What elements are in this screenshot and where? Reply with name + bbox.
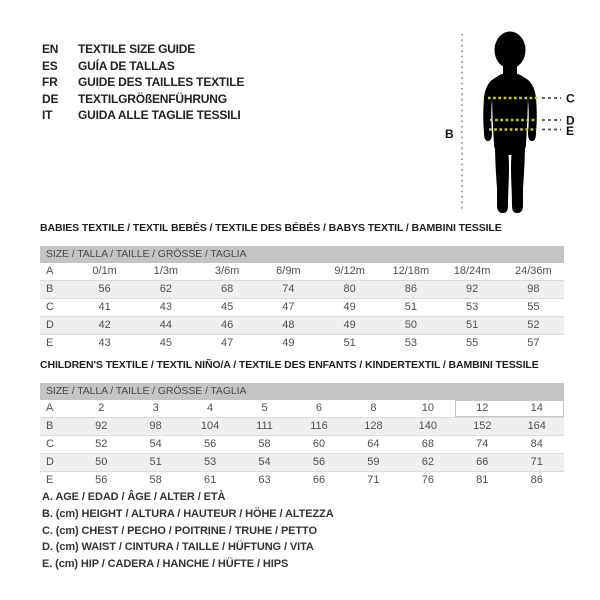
figure-label-c: C: [566, 91, 575, 106]
size-cell: 49: [258, 335, 319, 353]
size-cell: 9/12m: [334, 265, 365, 277]
size-cell: 58: [128, 472, 182, 490]
legend-line: A. AGE / EDAD / ÂGE / ALTER / ETÀ: [42, 491, 226, 503]
row-label-cell: E: [40, 472, 74, 490]
lang-row: [42, 74, 244, 91]
size-cell: 51: [128, 454, 182, 472]
child-measurement-figure: [440, 14, 590, 226]
table-row: [40, 436, 564, 454]
size-cell: 51: [442, 317, 503, 335]
size-cell: 51: [380, 299, 441, 317]
lang-row: [42, 41, 244, 58]
table-row: [40, 299, 564, 317]
size-cell: 98: [503, 281, 564, 299]
size-cell: 46: [197, 317, 258, 335]
row-label-cell: C: [40, 299, 74, 317]
size-cell: 49: [319, 299, 380, 317]
size-cell: 3/6m: [214, 265, 240, 277]
babies-title: BABIES TEXTILE / TEXTIL BEBÉS / TEXTILE DES BÉBÉS / BABYS TEXTIL / BAMBINI TESSILE: [40, 222, 502, 234]
size-cell: 54: [128, 436, 182, 454]
size-cell: 55: [442, 335, 503, 353]
size-cell: 47: [258, 299, 319, 317]
size-cell: 18/24m: [453, 265, 491, 277]
size-cell: 56: [292, 454, 346, 472]
figure-label-d: D: [566, 113, 575, 128]
size-cell: 74: [258, 281, 319, 299]
lang-row: [42, 58, 244, 75]
lang-row: [42, 107, 244, 124]
size-cell: 74: [455, 436, 509, 454]
size-cell: 42: [74, 317, 135, 335]
size-cell: 56: [74, 472, 128, 490]
table-row: [40, 400, 564, 418]
size-cell: 54: [237, 454, 291, 472]
size-header-bar: SIZE / TALLA / TAILLE / GRÖSSE / TAGLIA: [40, 383, 564, 400]
size-cell: 45: [197, 299, 258, 317]
size-cell: 41: [74, 299, 135, 317]
child-figure-graphic: [440, 14, 590, 226]
table-row: [40, 454, 564, 472]
lang-label: TEXTILE SIZE GUIDE: [78, 42, 196, 56]
lang-label: TEXTILGRÖßENFÜHRUNG: [78, 91, 227, 106]
size-cell: 64: [346, 436, 400, 454]
size-cell: 45: [135, 335, 196, 353]
children-title: CHILDREN'S TEXTILE / TEXTIL NIÑO/A / TEXTILE DES ENFANTS / KINDERTEXTIL / BAMBINI TESSILE: [40, 359, 539, 371]
table-row: [40, 281, 564, 299]
row-label-cell: A: [46, 402, 54, 414]
size-cell: 62: [135, 281, 196, 299]
lang-row: [42, 91, 244, 108]
size-cell: 6: [315, 402, 323, 414]
size-cell: 12/18m: [392, 265, 430, 277]
lang-label: GUIDA ALLE TAGLIE TESSILI: [78, 108, 241, 122]
language-title-list: [42, 41, 244, 124]
size-cell: 80: [319, 281, 380, 299]
size-cell: 62: [401, 454, 455, 472]
size-cell: 43: [74, 335, 135, 353]
size-cell: 152: [455, 418, 509, 436]
lang-code: FR: [42, 75, 58, 89]
size-cell: 24/36m: [515, 265, 552, 277]
legend-line: B. (cm) HEIGHT / ALTURA / HAUTEUR / HÖHE / ALTEZZA: [42, 507, 334, 520]
table-row: [40, 317, 564, 335]
size-cell: 50: [74, 454, 128, 472]
size-cell: 2: [98, 402, 105, 414]
size-cell: 44: [135, 317, 196, 335]
row-label-cell: C: [40, 436, 74, 454]
size-cell: 98: [128, 418, 182, 436]
size-cell: 58: [237, 436, 291, 454]
lang-code: EN: [42, 42, 59, 56]
table-row: [40, 472, 564, 490]
size-header-bar: SIZE / TALLA / TAILLE / GRÖSSE / TAGLIA: [40, 246, 564, 263]
size-cell: 66: [292, 472, 346, 490]
size-cell: 71: [510, 454, 565, 472]
size-cell: 56: [74, 281, 135, 299]
size-cell: 66: [455, 454, 509, 472]
size-cell: 52: [74, 436, 128, 454]
legend-line: C. (cm) CHEST / PECHO / POITRINE / TRUHE / PETTO: [42, 524, 317, 537]
children-section: [40, 359, 564, 489]
size-cell: 47: [197, 335, 258, 353]
size-cell: 128: [346, 418, 400, 436]
size-cell: 6/9m: [276, 265, 301, 277]
row-label-cell: B: [40, 281, 74, 299]
size-cell: 52: [503, 317, 564, 335]
lang-label: GUIDE DES TAILLES TEXTILE: [78, 75, 245, 89]
legend-line: D. (cm) WAIST / CINTURA / TAILLE / HÜFTUNG / VITA: [42, 541, 314, 554]
size-cell: 116: [292, 418, 346, 436]
size-cell: 68: [401, 436, 455, 454]
size-cell: 1/3m: [153, 265, 179, 277]
size-cell: 49: [319, 317, 380, 335]
size-cell: 59: [346, 454, 400, 472]
size-cell: 84: [510, 436, 565, 454]
size-cell: 55: [503, 299, 564, 317]
size-cell: 53: [183, 454, 237, 472]
child-silhouette-icon: [483, 32, 537, 214]
size-cell: 60: [292, 436, 346, 454]
size-cell: 56: [183, 436, 237, 454]
table-row: [40, 263, 564, 281]
size-cell: 0/1m: [92, 265, 117, 277]
size-cell: 76: [401, 472, 455, 490]
row-label-cell: D: [40, 454, 74, 472]
size-cell: 86: [380, 281, 441, 299]
babies-section: [40, 222, 564, 352]
figure-label-e: E: [566, 124, 575, 138]
row-label-cell: B: [40, 418, 74, 436]
table-row: [40, 335, 564, 353]
size-cell: 61: [183, 472, 237, 490]
table-row: [40, 418, 564, 436]
figure-label-b: B: [445, 127, 454, 141]
size-cell: 63: [237, 472, 291, 490]
size-cell: 92: [442, 281, 503, 299]
size-cell: 48: [258, 317, 319, 335]
size-cell: 92: [74, 418, 128, 436]
size-cell: 4: [207, 402, 214, 414]
size-cell: 164: [510, 418, 565, 436]
size-cell: 14: [510, 400, 565, 418]
row-label-cell: A: [46, 265, 54, 277]
size-cell: 71: [346, 472, 400, 490]
size-cell: 10: [421, 402, 434, 414]
size-cell: 5: [261, 402, 268, 414]
children-table: [40, 400, 564, 489]
size-cell: 53: [380, 335, 441, 353]
lang-code: IT: [42, 108, 53, 122]
size-cell: 12: [455, 400, 509, 418]
size-cell: 57: [503, 335, 564, 353]
size-cell: 111: [237, 418, 291, 436]
babies-table: [40, 263, 564, 352]
row-label-cell: E: [40, 335, 74, 353]
size-cell: 68: [197, 281, 258, 299]
row-label-cell: D: [40, 317, 74, 335]
size-cell: 8: [370, 402, 377, 414]
size-cell: 86: [510, 472, 565, 490]
measurement-legend: [42, 489, 334, 573]
size-cell: 50: [380, 317, 441, 335]
size-cell: 43: [135, 299, 196, 317]
lang-code: ES: [42, 58, 58, 73]
lang-code: DE: [42, 91, 59, 106]
size-cell: 51: [319, 335, 380, 353]
size-cell: 53: [442, 299, 503, 317]
size-cell: 104: [183, 418, 237, 436]
lang-label: GUÍA DE TALLAS: [78, 58, 175, 73]
legend-line: E. (cm) HIP / CADERA / HANCHE / HÜFTE / HIPS: [42, 558, 289, 571]
size-cell: 81: [455, 472, 509, 490]
size-cell: 3: [152, 402, 159, 414]
size-cell: 140: [401, 418, 455, 436]
